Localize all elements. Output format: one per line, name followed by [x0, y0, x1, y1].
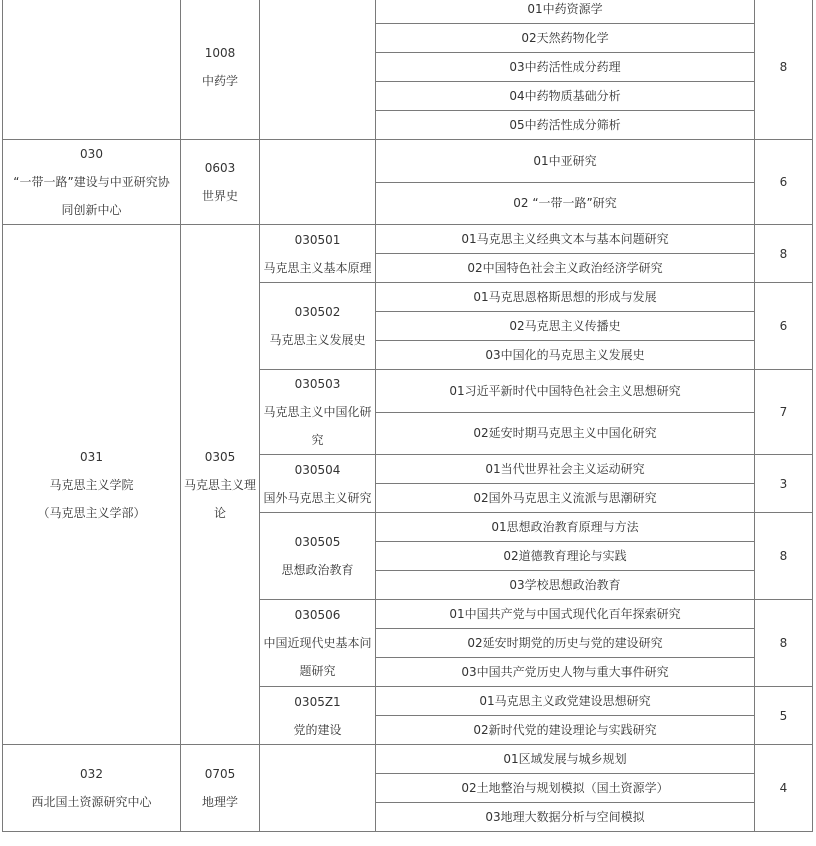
- direction-cell: 02道德教育理论与实践: [376, 542, 755, 571]
- college-cell: [3, 140, 181, 225]
- direction-cell: 02土地整治与规划模拟（国土资源学）: [376, 774, 755, 803]
- major-cell-name-line: 题研究: [299, 664, 336, 678]
- major-cell-name-line: 思想政治教育: [281, 563, 354, 577]
- subject-cell: [181, 225, 260, 745]
- subject-cell-code: 0603: [204, 161, 236, 175]
- enrollment-count-cell: 3: [755, 455, 813, 513]
- direction-cell: 04中药物质基础分析: [376, 82, 755, 111]
- major-cell: [260, 370, 376, 455]
- major-cell-code: 030504: [294, 462, 341, 477]
- subject-cell-name-line: 中药学: [201, 74, 238, 88]
- direction-cell: 01马克思主义经典文本与基本问题研究: [376, 225, 755, 254]
- direction-cell: 03学校思想政治教育: [376, 571, 755, 600]
- major-cell-name-line: 党的建设: [293, 722, 342, 737]
- program-table-body: [3, 0, 813, 832]
- major-cell-name-line: 究: [311, 433, 324, 447]
- major-cell-name-line: 马克思主义中国化研: [263, 405, 372, 419]
- program-table-wrapper: [2, 0, 813, 832]
- direction-cell: 02 “一带一路”研究: [376, 182, 755, 225]
- direction-cell: 01中药资源学: [376, 0, 755, 24]
- major-cell: [260, 283, 376, 370]
- direction-cell: 02中国特色社会主义政治经济学研究: [376, 254, 755, 283]
- direction-cell: 01中国共产党与中国式现代化百年探索研究: [376, 600, 755, 629]
- direction-cell: 02天然药物化学: [376, 24, 755, 53]
- direction-cell: 01马克思主义政党建设思想研究: [376, 687, 755, 716]
- subject-cell: [181, 140, 260, 225]
- college-cell-name-line: 马克思主义学院: [49, 477, 134, 492]
- college-cell-code: 030: [80, 147, 103, 161]
- direction-cell: 01习近平新时代中国特色社会主义思想研究: [376, 370, 755, 413]
- direction-cell: 03中药活性成分药理: [376, 53, 755, 82]
- college-cell-name-line: “一带一路”建设与中亚研究协: [13, 175, 170, 189]
- major-cell-code: 030506: [294, 608, 341, 622]
- direction-cell: 03中国共产党历史人物与重大事件研究: [376, 658, 755, 687]
- subject-cell-code: 1008: [204, 46, 236, 60]
- major-cell: [260, 687, 376, 745]
- major-cell: [260, 225, 376, 283]
- major-cell-name-line: 中国近现代史基本问: [263, 636, 372, 650]
- table-row: [3, 140, 813, 183]
- major-cell-code: 030505: [294, 535, 341, 549]
- direction-cell: 03中国化的马克思主义发展史: [376, 341, 755, 370]
- major-cell-name-line: 国外马克思主义研究: [263, 490, 372, 505]
- table-row: [3, 225, 813, 254]
- enrollment-count-cell: 8: [755, 225, 813, 283]
- direction-cell: 02新时代党的建设理论与实践研究: [376, 716, 755, 745]
- enrollment-count-cell: 8: [755, 0, 813, 140]
- major-cell-code: 030502: [294, 305, 341, 319]
- major-cell: [260, 140, 376, 225]
- college-cell-code: 031: [80, 449, 103, 464]
- direction-cell: 05中药活性成分筛析: [376, 111, 755, 140]
- subject-cell-name-line: 论: [213, 505, 226, 520]
- enrollment-count-cell: 6: [755, 140, 813, 225]
- college-cell: [3, 0, 181, 140]
- major-cell-code: 030501: [294, 232, 341, 247]
- subject-cell-code: 0705: [204, 767, 236, 781]
- college-cell-name-line: 同创新中心: [61, 203, 122, 217]
- college-cell-code: 032: [80, 767, 103, 781]
- direction-cell: 02延安时期党的历史与党的建设研究: [376, 629, 755, 658]
- college-cell-name-line: 西北国土资源研究中心: [31, 795, 152, 809]
- major-cell: [260, 600, 376, 687]
- enrollment-count-cell: 7: [755, 370, 813, 455]
- direction-cell: 01马克思恩格斯思想的形成与发展: [376, 283, 755, 312]
- enrollment-count-cell: 5: [755, 687, 813, 745]
- direction-cell: 02国外马克思主义流派与思潮研究: [376, 484, 755, 513]
- college-cell: [3, 225, 181, 745]
- major-cell: [260, 513, 376, 600]
- enrollment-count-cell: 6: [755, 283, 813, 370]
- subject-cell: [181, 0, 260, 140]
- subject-cell-code: 0305: [204, 449, 236, 464]
- major-cell: [260, 745, 376, 832]
- major-cell: [260, 455, 376, 513]
- major-cell: [260, 0, 376, 140]
- college-cell-name-line: （马克思主义学部）: [37, 505, 146, 520]
- direction-cell: 02延安时期马克思主义中国化研究: [376, 412, 755, 455]
- program-table: [2, 0, 813, 832]
- subject-cell-name-line: 马克思主义理: [184, 477, 257, 492]
- enrollment-count-cell: 8: [755, 600, 813, 687]
- college-cell: [3, 745, 181, 832]
- subject-cell-name-line: 地理学: [201, 795, 238, 809]
- major-cell-code: 0305Z1: [294, 694, 341, 709]
- table-row: [3, 0, 813, 24]
- major-cell-name-line: 马克思主义发展史: [269, 333, 366, 347]
- direction-cell: 01当代世界社会主义运动研究: [376, 455, 755, 484]
- subject-cell: [181, 745, 260, 832]
- subject-cell-name-line: 世界史: [201, 189, 238, 203]
- enrollment-count-cell: 8: [755, 513, 813, 600]
- enrollment-count-cell: 4: [755, 745, 813, 832]
- direction-cell: 03地理大数据分析与空间模拟: [376, 803, 755, 832]
- direction-cell: 01中亚研究: [376, 140, 755, 183]
- direction-cell: 01思想政治教育原理与方法: [376, 513, 755, 542]
- major-cell-code: 030503: [294, 377, 341, 391]
- major-cell-name-line: 马克思主义基本原理: [263, 260, 372, 275]
- direction-cell: 01区域发展与城乡规划: [376, 745, 755, 774]
- table-row: [3, 745, 813, 774]
- direction-cell: 02马克思主义传播史: [376, 312, 755, 341]
